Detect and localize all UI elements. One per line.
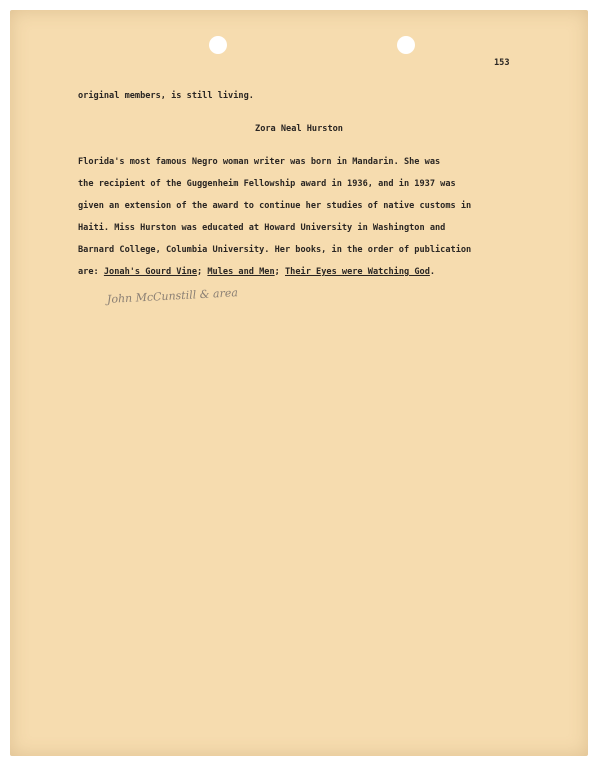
paragraph-line: Florida's most famous Negro woman writer was born in Mandarin. She was [78, 157, 441, 167]
book-list-prefix: are: [78, 267, 104, 277]
book-title-mules-and-men: Mules and Men [207, 267, 275, 277]
continuation-line: original members, is still living. [78, 91, 254, 101]
separator: ; [197, 267, 208, 277]
page-number: 153 [494, 58, 510, 68]
book-list-line [78, 267, 435, 277]
section-heading: Zora Neal Hurston [255, 124, 343, 134]
book-title-jonahs-gourd-vine: Jonah's Gourd Vine [103, 267, 198, 277]
paragraph-line: Barnard College, Columbia University. Her books, in the order of publication [78, 245, 472, 255]
handwritten-note: John McCunstill & area [106, 286, 239, 306]
typewritten-page [10, 10, 588, 756]
paragraph-line: Haiti. Miss Hurston was educated at Howard University in Washington and [78, 223, 446, 233]
paragraph-line: given an extension of the award to continue her studies of native customs in [78, 201, 472, 211]
separator: ; [274, 267, 285, 277]
line-end: . [429, 267, 436, 277]
punch-hole-right [397, 36, 415, 54]
punch-hole-left [209, 36, 227, 54]
book-title-their-eyes-were-watching-god: Their Eyes were Watching God [285, 267, 430, 277]
paragraph-line: the recipient of the Guggenheim Fellowship award in 1936, and in 1937 was [78, 179, 456, 189]
